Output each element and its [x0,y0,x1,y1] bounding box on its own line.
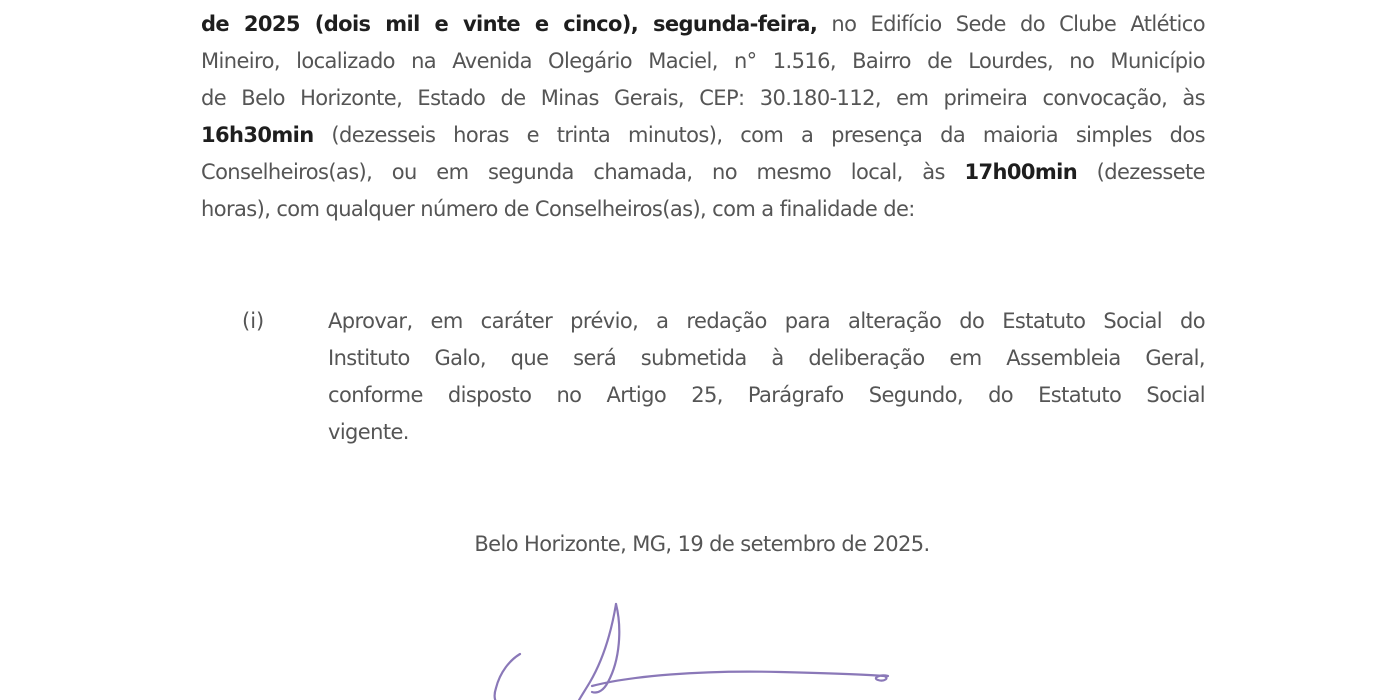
paragraph-line-1 [201,6,1205,42]
bold-second-call-time: 17h00min [964,160,1078,184]
item-line-2: Instituto Galo, que será submetida à deliberação em Assembleia Geral, [328,346,1205,370]
signature-stroke [495,654,521,700]
item-line-1: Aprovar, em caráter prévio, a redação para alteração do Estatuto Social do [328,309,1205,333]
bold-date-weekday: de 2025 (dois mil e vinte e cinco), segunda-feira, [201,12,818,36]
item-line-4: vigente. [328,420,409,444]
paragraph-line-2: Mineiro, localizado na Avenida Olegário Maciel, n° 1.516, Bairro de Lourdes, no Município [201,49,1205,73]
paragraph-line-6: horas), com qualquer número de Conselheiros(as), com a finalidade de: [201,197,915,221]
paragraph-line-5 [201,154,1205,190]
bold-first-call-time: 16h30min [201,123,314,147]
text-segment: (dezessete [1077,160,1206,184]
text-segment: Conselheiros(as), ou em segunda chamada, no mesmo local, às [201,160,965,184]
closing-place-date [0,526,1400,562]
text-segment: no Edifício Sede do Clube Atlético [817,12,1205,36]
paragraph-line-4 [201,117,1205,153]
closing-text: Belo Horizonte, MG, 19 de setembro de 2025. [474,532,930,556]
signature-image [480,598,900,700]
paragraph-line-3: de Belo Horizonte, Estado de Minas Gerais, CEP: 30.180-112, em primeira convocação, às [201,86,1205,110]
text-segment: (dezesseis horas e trinta minutos), com a presença da maioria simples dos [313,123,1205,147]
item-line-3: conforme disposto no Artigo 25, Parágrafo Segundo, do Estatuto Social [328,383,1205,407]
signature-stroke [592,672,888,686]
item-number: (i) [242,309,265,333]
